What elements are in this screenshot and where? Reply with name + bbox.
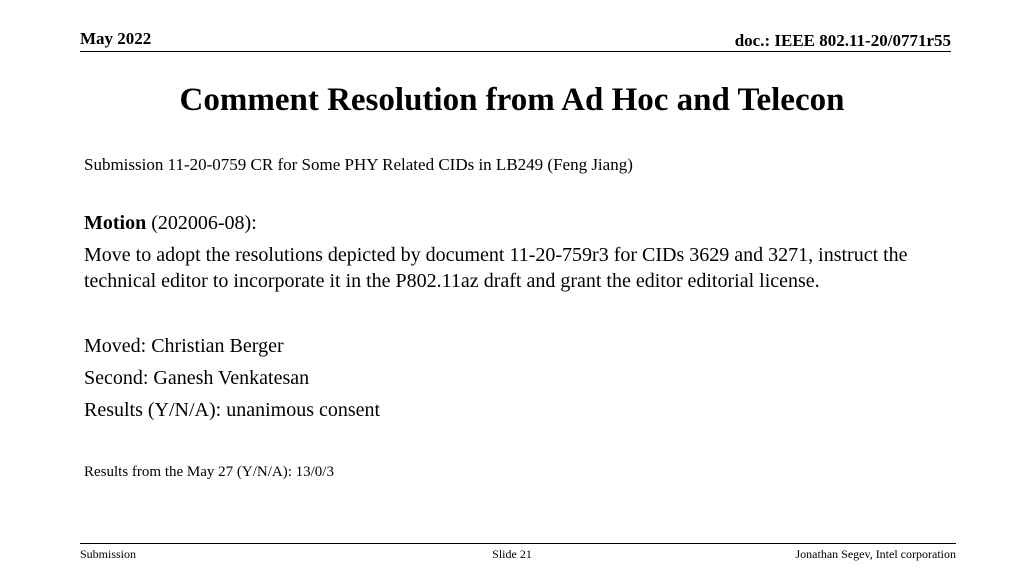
slide-title: Comment Resolution from Ad Hoc and Telecon (179, 82, 845, 118)
footer-author: Jonathan Segev, Intel corporation (795, 547, 956, 561)
results-may-27: Results from the May 27 (Y/N/A): 13/0/3 (84, 464, 334, 480)
footer-divider (80, 543, 956, 544)
header-date: May 2022 (80, 29, 152, 48)
motion-date: (202006-08): (146, 212, 257, 234)
motion-heading (84, 210, 964, 236)
motion-results: Results (Y/N/A): unanimous consent (84, 399, 381, 421)
moved-by: Moved: Christian Berger (84, 335, 284, 357)
footer-slide-number: Slide 21 (492, 547, 532, 561)
seconded-by: Second: Ganesh Venkatesan (84, 367, 310, 389)
motion-text: Move to adopt the resolutions depicted by document 11-20-759r3 for CIDs 3629 and 3271, instruct the technical editor to incorporate it in the P802.11az draft and grant the editor editorial license. (84, 244, 908, 292)
footer-submission: Submission (80, 547, 137, 561)
submission-line: Submission 11-20-0759 CR for Some PHY Related CIDs in LB249 (Feng Jiang) (84, 155, 633, 174)
header-doc-id: doc.: IEEE 802.11-20/0771r55 (734, 31, 951, 50)
header-divider (80, 51, 951, 52)
motion-label: Motion (84, 212, 147, 234)
